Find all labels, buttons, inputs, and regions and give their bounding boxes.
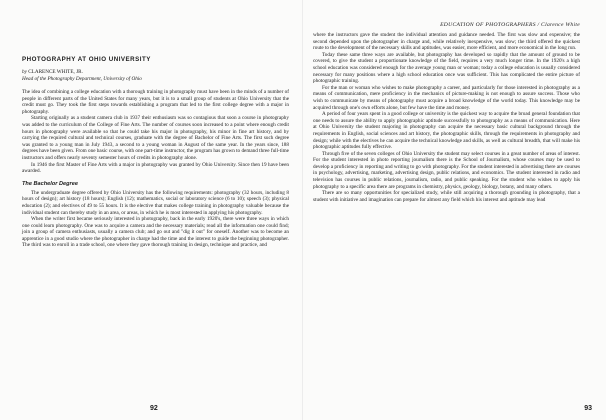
paragraph: For the man or woman who wishes to make photography a career, and particularly for those interested in photography as a means of communication, mere proficiency in the mechanics of picture-making is not enough to assure success. Those who wish to communicate by means of photography must acquire a broad knowledge of the world today. This knowledge may be acquired through one's own efforts alone, but few have the time and money.	[313, 84, 580, 111]
article-title: PHOTOGRAPHY AT OHIO UNIVERSITY	[22, 56, 151, 63]
paragraph: Starting originally as a student camera club in 1937 their enthusiasm was so contagious that soon a course in photography was added to the curriculum of the College of Fine Arts. The number of courses soon increased to a point where enough credit hours in photography were available so that he could take his major in photography, his minor in fine art history, and by carrying the required cultural and technical courses, graduate with the degree of Bachelor of Fine Arts. The first such degree was granted to a young man in July 1943, a second to a young woman in August of the same year. In the years since, 188 degrees have been given. From one basic course, with one part-time instructor, the program has grown to demand three full-time instructors and offers nearly seventy semester hours of credits in photography alone.	[22, 115, 289, 161]
page-number-left: 92	[150, 405, 158, 412]
author-position: Head of the Photography Department, University of Ohio	[22, 76, 142, 82]
paragraph: In 1946 the first Master of Fine Arts with a major in photography was granted by Ohio University. Since then 19 have been awarded.	[22, 161, 289, 175]
paragraph: where the instructors gave the student the individual attention and guidance needed. The first was slow and expensive; the second depended upon the photographer in charge and, while relatively inexpensive, was slow; the third offered the quickest route to the development of the necessary skills and aptitudes, was easier, more efficient, and more economical in the long run.	[313, 32, 580, 52]
text-column	[313, 32, 580, 203]
byline	[22, 69, 289, 76]
paragraph: Today these same three ways are available, but photography has developed so rapidly that the amount of ground to be covered, to give the student a proportionate knowledge of the field, requires a very much longer time. In the 1920's a high school education was considered enough for the average young man or woman; today a college education is usually considered necessary for many positions where a high school education once was sufficient. This has complicated the entire picture of photographic training.	[313, 51, 580, 85]
paragraph: The undergraduate degree offered by Ohio University has the following requirements: photography (32 hours, including 8 hours of design); art history (18 hours); English (12); mathematics, social or laboratory science (6 to 10); speech (3); physical education (2); and electives of 49 to 55 hours. It is the elective that makes college training in photography valuable because the individual student can thereby study in an area, or areas, in which he is most interested in applying his photography.	[22, 189, 289, 216]
section-subhead: The Bachelor Degree	[22, 180, 78, 187]
paragraph: The idea of combining a college education with a thorough training in photography must have been in the minds of a number of people in different parts of the United States for many years, but it is to a small group of students at Ohio University that the credit must go. They took the first steps towards establishing a program that led to the first college degree with a major in photography.	[22, 89, 289, 115]
paragraph: A period of four years spent in a good college or university is the quickest way to acquire the broad general foundation that one needs to assure the ability to apply photographic aptitude successfully to photography as a means of communication. Here at Ohio University the student majoring in photography can acquire the necessary basic cultural background through the requirements in English, social sciences and art history, the photographic skills, through the requirements in photography and design; while with the electives he can acquire the technical knowledge and skills, as well as cultural breadth, that will make his photographic aptitudes fully effective.	[313, 111, 580, 151]
right-page	[303, 0, 606, 420]
byline-prefix: by	[22, 69, 27, 75]
author-name: CLARENCE WHITE, JR.	[28, 69, 83, 75]
page-number-right: 93	[584, 405, 592, 412]
paragraph: Through five of the seven colleges of Ohio University the student may select courses in a great number of areas of interest. For the student interested in photo reporting journalism there is the School of Journalism, whose courses may be used to develop a proficiency in reporting and writing to go with photography. For the student interested in advertising there are courses in psychology, advertising, marketing, advertising design, public relations, and economics. The student interested in radio and television has courses in public relations, journalism, radio, and public speaking. For the student who wishes to apply his photography to a specific area there are programs in chemistry, physics, geology, biology, botany, and many others.	[313, 150, 580, 190]
running-head: EDUCATION OF PHOTOGRAPHERS / Clarence White	[440, 22, 580, 28]
paragraph: There are so many opportunities for specialized study, while still acquiring a thorough grounding in photography, that a student with initiative and imagination can prepare for almost any field which his interest and aptitude may lead	[313, 190, 580, 203]
paragraph: When the writer first became seriously interested in photography, back in the early 1920's, there were three ways in which one could learn photography. One was to acquire a camera and the necessary materials; read all the information one could find; join a group of camera enthusiasts, usually a camera club; and go out and "dig it out" for oneself. Another was to become an apprentice in a good studio where the photographer in charge had the time and the interest to guide the beginning photographer. The third was to enroll in a trade school, one where they gave thorough training in design, technique and practice, and	[22, 216, 289, 249]
